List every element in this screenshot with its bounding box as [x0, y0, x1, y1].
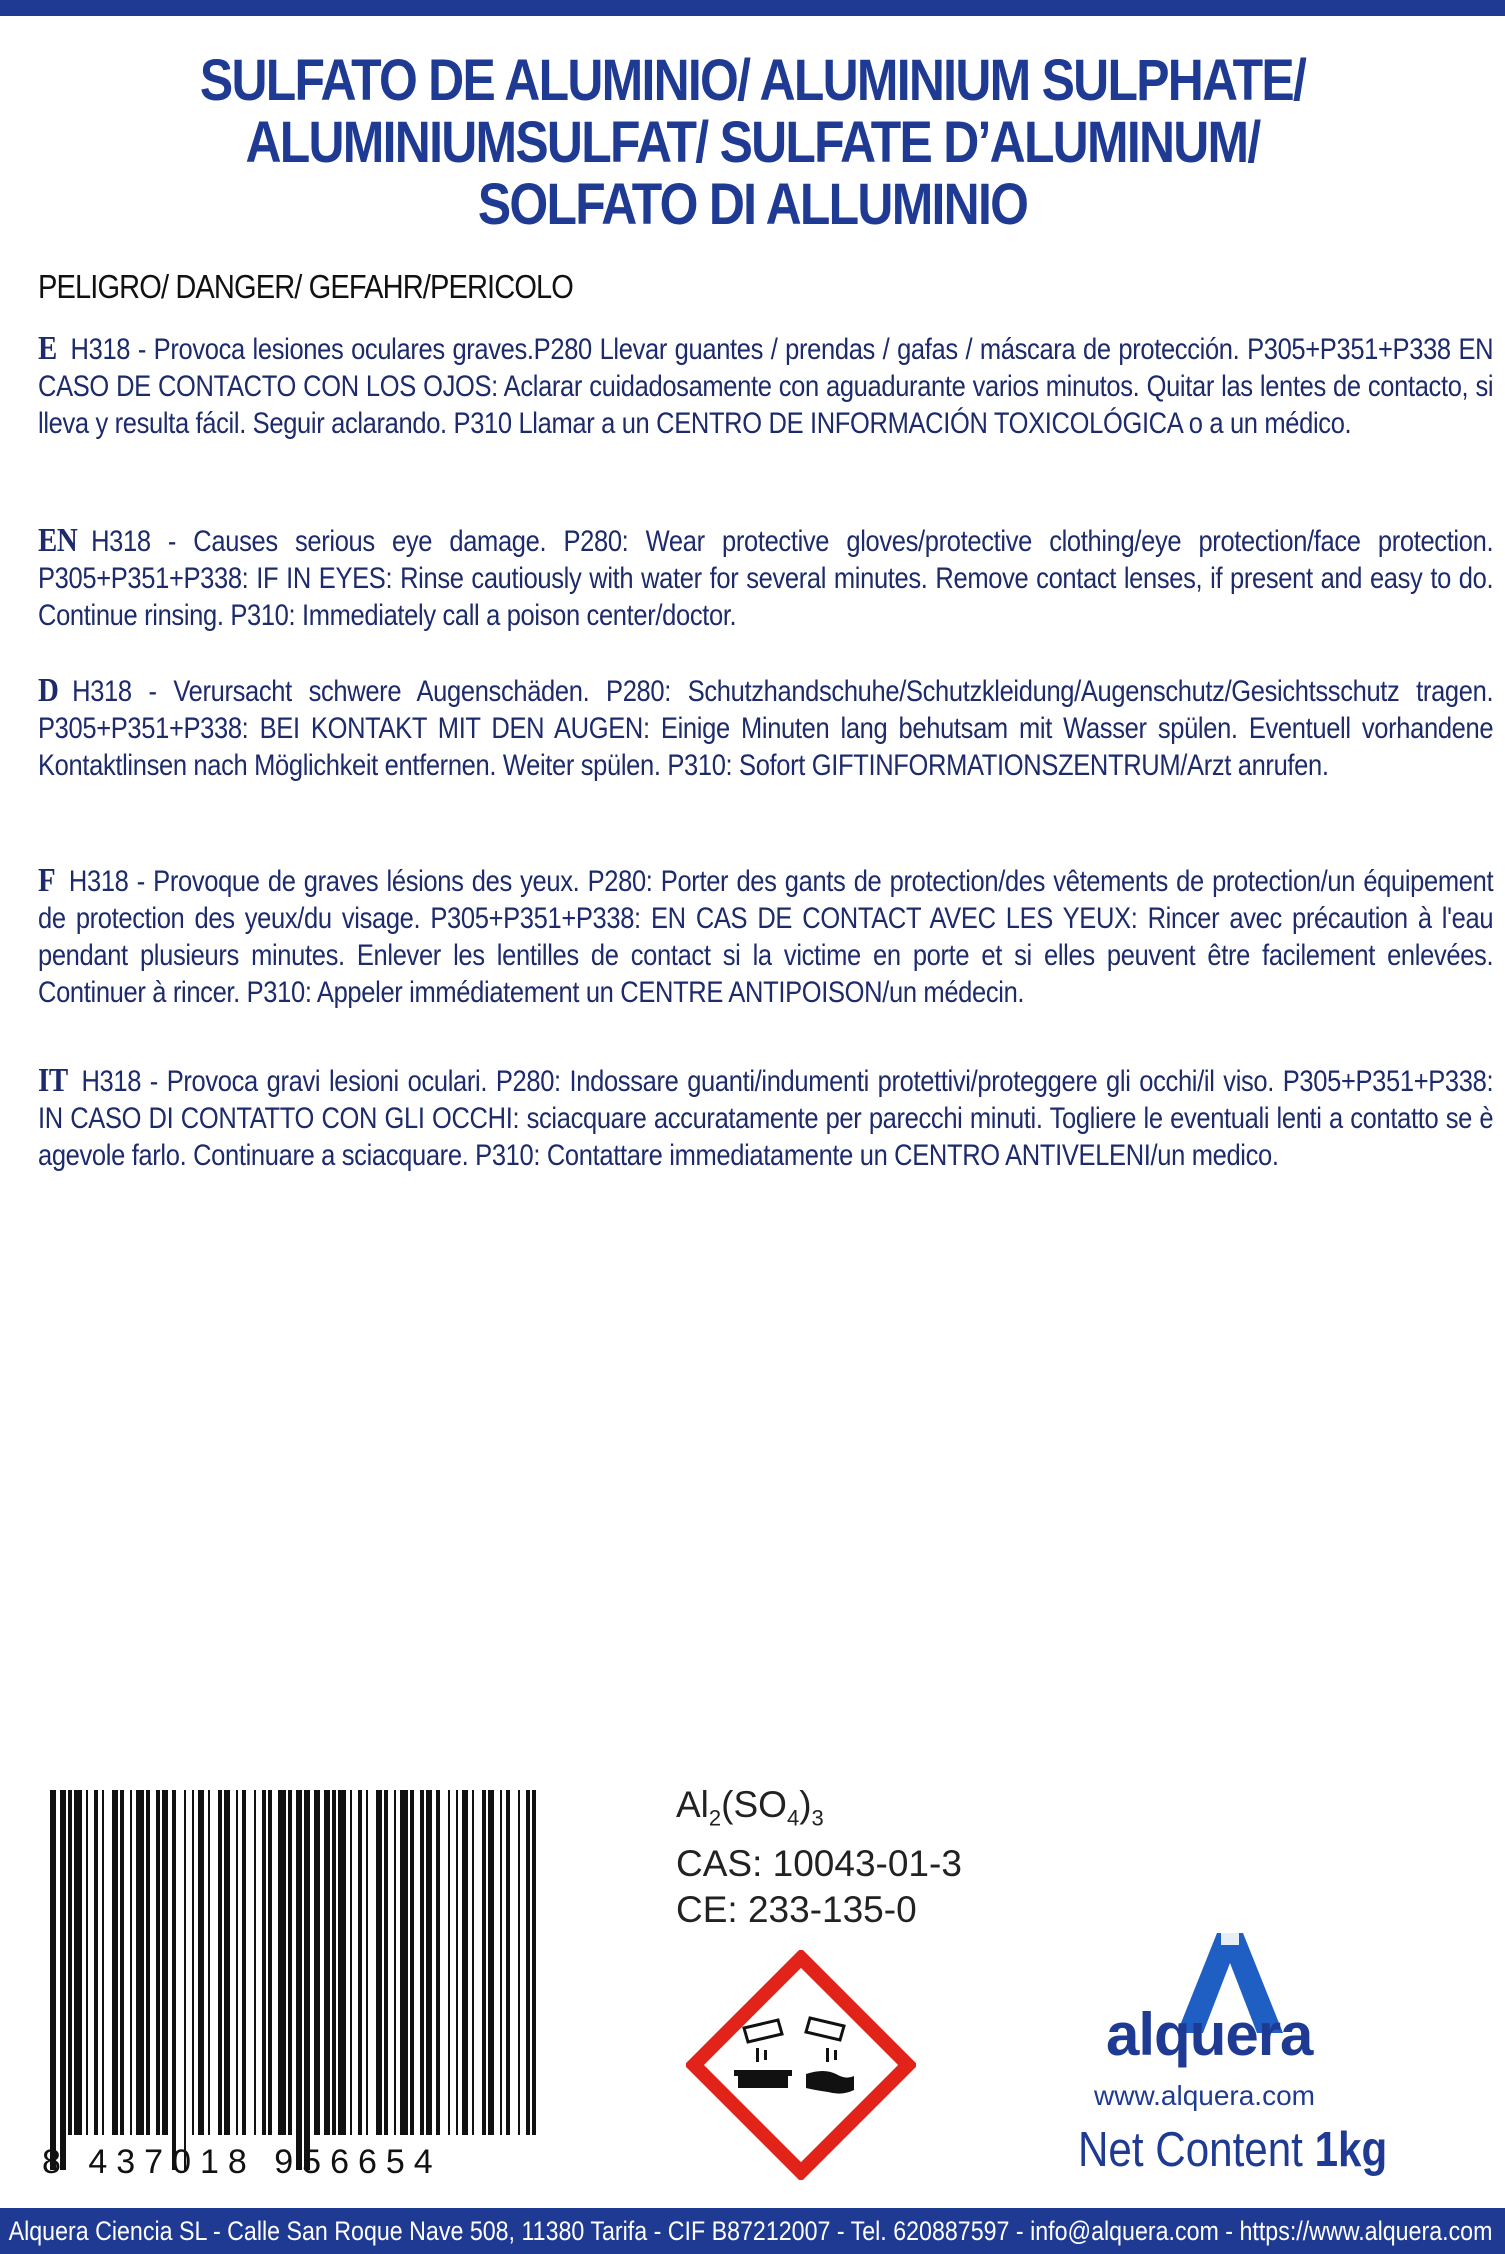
- barcode-bar: [254, 1790, 256, 2135]
- barcode-bar: [472, 1790, 474, 2135]
- brand-website: www.alquera.com: [1094, 2080, 1315, 2111]
- barcode-bar: [136, 1790, 144, 2135]
- barcode-bar: [68, 1790, 72, 2135]
- barcode-bar: [436, 1790, 440, 2135]
- hazard-statement-fr: H318 - Provoque de graves lésions des yeux. P280: Porter des gants de protection/des vêtements de protection/un équipement de protection des yeux/du visage. P305+P351+P338: EN CAS DE CONTACT AVEC LES YEUX: Rincer avec précaution à l'eau pendant plusieurs minutes. Enlever les lentilles de contact si la victime en porte et si elles peuvent être facilement enlevées. Continuer à rincer. P310: Appeler immédiatement un CENTRE ANTIPOISON/un médecin.: [38, 865, 1494, 1009]
- barcode-number: 8 437018 956654: [42, 2143, 442, 2181]
- barcode-bar: [74, 1790, 82, 2135]
- barcode-bar: [236, 1790, 238, 2135]
- barcode-bar: [420, 1790, 424, 2135]
- lang-code-it: IT: [38, 1062, 68, 1099]
- lang-code-es: E: [38, 330, 57, 367]
- barcode-bar: [358, 1790, 362, 2135]
- hazard-text-de: [38, 672, 1493, 784]
- barcode-bar: [462, 1790, 468, 2135]
- hazard-text-it: [38, 1062, 1493, 1174]
- barcode-bar: [350, 1790, 352, 2135]
- barcode-bar: [400, 1790, 408, 2135]
- barcode-bar: [172, 1790, 176, 2170]
- title-line-1: SULFATO DE ALUMINIO/ ALUMINIUM SULPHATE/: [199, 48, 1306, 113]
- barcode-bar: [448, 1790, 450, 2135]
- hazard-statement-it: H318 - Provoca gravi lesioni oculari. P280: Indossare guanti/indumenti protettivi/proteggere gli occhi/il viso. P305+P351+P338: IN CASO DI CONTATTO CON GLI OCCHI: sciacquare accuratamente per parecchi minuti. Togliere le eventuali lenti a contatto se è agevole farlo. Continuare a sciacquare. P310: Contattare immediatamente un CENTRO ANTIVELENI/un medico.: [38, 1065, 1494, 1172]
- brand-name: alquera: [1106, 2001, 1313, 2068]
- barcode-bar: [208, 1790, 210, 2135]
- barcode-bar: [288, 1790, 292, 2135]
- barcode-bar: [130, 1790, 132, 2135]
- signal-word: PELIGRO/ DANGER/ GEFAHR/PERICOLO: [38, 268, 574, 305]
- hazard-statement-en: H318 - Causes serious eye damage. P280: Wear protective gloves/protective clothing/eye protection/face protection. P305+P351+P338: IF IN EYES: Rinse cautiously with water for several minutes. Remove contact lenses, if present and easy to do. Continue rinsing. P310: Immediately call a poison center/doctor.: [38, 525, 1494, 632]
- hazard-statement-de: H318 - Verursacht schwere Augenschäden. P280: Schutzhandschuhe/Schutzkleidung/Augenschutz/Gesichtsschutz tragen. P305+P351+P338: BEI KONTAKT MIT DEN AUGEN: Einige Minuten lang behutsam mit Wasser spülen. Eventuell vorhandene Kontaktlinsen nach Möglichkeit entfernen. Weiter spülen. P310: Sofort GIFTINFORMATIONSZENTRUM/Arzt anrufen.: [38, 675, 1494, 782]
- barcode-bar: [60, 1790, 66, 2170]
- barcode-bar: [532, 1790, 536, 2135]
- top-border-bar: [0, 0, 1505, 16]
- barcode-bar: [120, 1790, 124, 2135]
- hazard-text-en: [38, 522, 1493, 634]
- barcode-bar: [384, 1790, 388, 2135]
- hazard-text-fr: [38, 862, 1493, 1011]
- barcode-bar: [268, 1790, 272, 2135]
- footer-bar: [0, 2208, 1505, 2254]
- barcode-bar: [332, 1790, 336, 2135]
- barcode-bar: [242, 1790, 246, 2135]
- barcode-bar: [456, 1790, 458, 2135]
- hazard-text-es: [38, 330, 1493, 442]
- barcode-bar: [278, 1790, 286, 2135]
- barcode-bar: [500, 1790, 502, 2135]
- barcode-bar: [410, 1790, 414, 2135]
- barcode-bar: [112, 1790, 118, 2135]
- barcode-bar: [198, 1790, 204, 2135]
- barcode-bar: [224, 1790, 230, 2135]
- barcode-bar: [338, 1790, 346, 2135]
- hazard-statement-es: H318 - Provoca lesiones oculares graves.P280 Llevar guantes / prendas / gafas / máscara de protección. P305+P351+P338 EN CASO DE CONTACTO CON LOS OJOS: Aclarar cuidadosamente con aguadurante varios minutos. Quitar las lentes de contacto, si lleva y resulta fácil. Seguir aclarando. P310 Llamar a un CENTRO DE INFORMACIÓN TOXICOLÓGICA o a un médico.: [38, 333, 1494, 440]
- barcode-bar: [506, 1790, 510, 2135]
- barcode-bar: [394, 1790, 396, 2135]
- barcode-bar: [376, 1790, 382, 2135]
- net-content-value: 1kg: [1314, 2123, 1388, 2177]
- barcode-bar: [296, 1790, 302, 2170]
- barcode-bar: [304, 1790, 310, 2170]
- barcode-bar: [192, 1790, 194, 2135]
- barcode-bar: [184, 1790, 186, 2170]
- barcode-bar: [86, 1790, 88, 2135]
- barcode-bar: [218, 1790, 222, 2135]
- barcode-bar: [50, 1790, 56, 2170]
- chemical-info: [676, 1782, 962, 1933]
- barcode-bar: [156, 1790, 160, 2135]
- barcode-bar: [366, 1790, 368, 2135]
- barcode-bar: [426, 1790, 432, 2135]
- footer-company-info: Alquera Ciencia SL - Calle San Roque Nave 508, 11380 Tarifa - CIF B87212007 - Tel. 620887597 - info@alquera.com - https://www.alquera.com: [8, 2216, 1493, 2246]
- barcode-bar: [526, 1790, 530, 2135]
- net-content: Net Content 1kg: [1078, 2123, 1388, 2177]
- lang-code-fr: F: [38, 862, 56, 899]
- chemical-formula: $Al_2(SO_4)_3$: [676, 1784, 824, 1831]
- lang-code-en: EN: [38, 522, 78, 559]
- cas-number: CAS: 10043-01-3: [676, 1843, 962, 1885]
- barcode-bar: [518, 1790, 520, 2135]
- barcode-bar: [488, 1790, 494, 2135]
- ce-number: CE: 233-135-0: [676, 1889, 917, 1931]
- barcode-bar: [324, 1790, 330, 2135]
- barcode-bar: [482, 1790, 486, 2135]
- barcode-bar: [102, 1790, 104, 2135]
- title-line-2: ALUMINIUMSULFAT/ SULFATE D’ALUMINUM/: [245, 110, 1260, 175]
- barcode-bar: [94, 1790, 98, 2135]
- barcode-bar: [146, 1790, 150, 2135]
- title-line-3: SOLFATO DI ALLUMINIO: [477, 172, 1028, 237]
- barcode-bar: [314, 1790, 320, 2135]
- barcode: [30, 1790, 560, 2170]
- lang-code-de: D: [38, 672, 59, 709]
- ghs05-corrosion-icon: [686, 1950, 916, 2180]
- product-title: [105, 50, 1399, 236]
- barcode-bar: [262, 1790, 266, 2135]
- barcode-bar: [162, 1790, 168, 2135]
